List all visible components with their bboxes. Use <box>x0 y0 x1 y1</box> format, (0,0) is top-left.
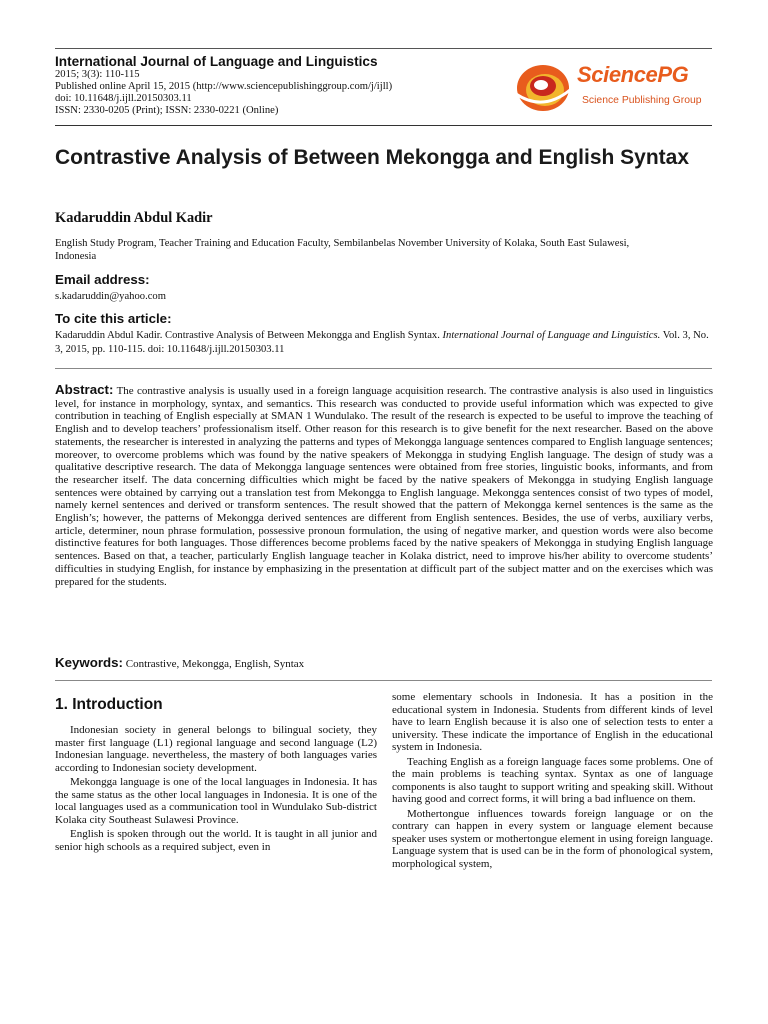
abstract-label: Abstract: <box>55 382 114 397</box>
author-affiliation: English Study Program, Teacher Training and Education Faculty, Sembilanbelas November University of Kolaka, South East Sulawesi, Indonesia <box>55 238 630 262</box>
paragraph: Teaching English as a foreign language faces some problems. One of the main problems is teaching syntax. Syntax as one of language components is also taught to support writing and speaking skill. Without having good and correct forms, it will bring a bad influence on them. <box>392 755 713 805</box>
citation-authors-title: Kadaruddin Abdul Kadir. Contrastive Analysis of Between Mekongga and English Syntax. <box>55 330 443 341</box>
right-column <box>392 691 713 872</box>
citation-text <box>55 329 715 357</box>
keywords-label: Keywords: <box>55 655 123 670</box>
paragraph: English is spoken through out the world. It is taught in all junior and senior high schools as a required subject, even in <box>55 828 377 853</box>
doi-line: doi: 10.11648/j.ijll.20150303.11 <box>55 93 192 104</box>
journal-title: International Journal of Language and Linguistics <box>55 54 378 69</box>
left-column <box>55 724 377 855</box>
section-heading-introduction: 1. Introduction <box>55 696 163 713</box>
citation-journal: International Journal of Language and Linguistics. <box>442 330 661 341</box>
publisher-logo <box>512 58 712 118</box>
paragraph: Indonesian society in general belongs to bilingual society, they master first language (L1) regional language and second language (L2) Indonesian language. nevertheless, the mastery of both languages varies according to Indonesian society development. <box>55 724 377 774</box>
abstract <box>55 384 713 588</box>
issn-line: ISSN: 2330-0205 (Print); ISSN: 2330-0221 (Online) <box>55 105 279 116</box>
keywords-rule <box>55 680 712 681</box>
paper-title: Contrastive Analysis of Between Mekongga and English Syntax <box>55 146 690 169</box>
citation-details: Vol. 3, No. 3, 2015, pp. 110-115. doi: 10.11648/j.ijll.20150303.11 <box>55 330 709 355</box>
issue-line: 2015; 3(3): 110-115 <box>55 69 140 80</box>
paragraph: Mothertongue influences towards foreign language or on the contrary can happen in every system or language element because speaker uses system or mothertongue element in using foreign language. Language system that is used can be in the form of phonological system, morphological system, <box>392 807 713 870</box>
paragraph: Mekongga language is one of the local languages in Indonesia. It has the same status as the other local languages in Indonesia. It is one of the local languages used as a communication tool in Wundulako Sub-district Kolaka city Southeast Sulawesi Province. <box>55 776 377 826</box>
keywords <box>55 655 715 670</box>
citation-rule <box>55 368 712 369</box>
author-email-link[interactable]: s.kadaruddin@yahoo.com <box>55 291 166 302</box>
published-line: Published online April 15, 2015 (http://www.sciencepublishinggroup.com/j/ijll) <box>55 81 393 92</box>
author-name: Kadaruddin Abdul Kadir <box>55 210 213 226</box>
logo-wordmark: SciencePG <box>577 62 689 87</box>
header-bottom-rule <box>55 125 712 126</box>
logo-tagline: Science Publishing Group <box>582 95 702 106</box>
logo-emblem-icon <box>512 60 574 116</box>
keywords-text: Contrastive, Mekongga, English, Syntax <box>125 658 305 670</box>
cite-heading: To cite this article: <box>55 311 172 326</box>
email-heading: Email address: <box>55 272 150 287</box>
abstract-text: The contrastive analysis is usually used in a foreign language acquisition research. The contrastive analysis is also used in linguistics level, for instance in morphology, syntax, and semantics. This research was conducted to provide useful information which was expected to give contribution in teaching of English especially at SMAN 1 Wundulako. The result of the research is expected to be useful to improve the teaching of English and to develop teachers’ professionalism itself. Other reason for this research is to give benefit for the next researcher. Based on the above statements, the researcher is interested in analyzing the patterns and types of Mekongga language sentences compared to English language sentences; moreover, to overcome problems which was found by the native speakers of Mekongga in studying English language. The design of study was a qualitative descriptive research. The data of Mekongga language sentences were obtained from free stories, linguistic books, informants, and from the researcher itself. The data concerning difficulties which might be faced by the native speakers of Mekongga in studying English language sentences were obtained by carrying out a translation test from Mekongga to English language. Mekongga sentences consist of two types of model, namely kernel sentences and derived or transform sentences. The result showed that the pattern of Mekongga kernel sentences is the same as the English’s; however, the patterns of Mekongga derived sentences are different from English sentences. Besides, the use of verbs, auxiliary verbs, article, determiner, noun phrase formulation, possessive pronoun formulation, the using of negative marker, and question words were also become distinctive features for both languages. Those differences become problems faced by the native speakers of Mekongga in studying English language sentences. Based on that, a teacher, particularly English language teacher in Kolaka district, need to improve his/her ability to overcome students’ difficulties in studying English, for instance by emphasizing in the presentation at difficult part of the subject matter and on the exercises which was prepared for the students. <box>55 385 713 588</box>
header-top-rule <box>55 48 712 49</box>
paragraph-continuation: some elementary schools in Indonesia. It has a position in the educational system in Indonesia. Students from different kinds of level have to learn English because it is also one of selection tests to enter a university. These indicate the importance of English in the educational system in Indonesia. <box>392 691 713 753</box>
